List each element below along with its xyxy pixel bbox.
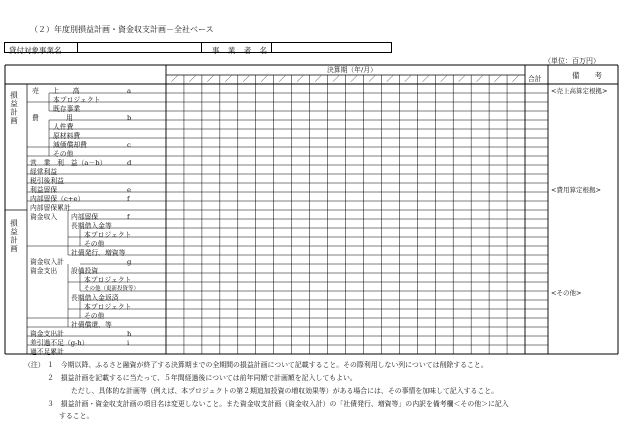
period-slash: ／ — [476, 75, 483, 83]
company-label: 貸付対象事業名 — [9, 46, 62, 55]
row-pretax-profit: 税引後利益 — [30, 177, 64, 185]
period-slash: ／ — [224, 75, 232, 83]
row-sales: 売 上 高 — [32, 87, 80, 95]
row-depreciation-letter: c — [127, 141, 131, 149]
row-cash-in-total: 資金収入計 — [30, 258, 64, 266]
notes-mark: （注） — [24, 361, 45, 369]
row-ci-other: その他 — [84, 240, 105, 248]
period-slash: ／ — [512, 75, 519, 83]
row-internal-reserve-total: 内部留保累計 — [30, 204, 71, 212]
row-cash-in-total-letter: g — [127, 258, 132, 266]
period-slash: ／ — [260, 75, 268, 83]
row-co-loan-repay: 長期借入金返済 — [71, 294, 119, 302]
row-this-project: 本プロジェクト — [53, 96, 101, 104]
remark-sales-basis: <売上高算定根拠> — [551, 87, 608, 95]
row-expenses: 費 用 — [32, 114, 73, 122]
period-slash: ／ — [458, 75, 465, 83]
row-cash-in: 資金収入 — [30, 213, 58, 221]
row-expenses-letter: b — [127, 114, 132, 122]
row-retained-profit-letter: e — [127, 186, 132, 194]
row-co-loan-this-project: 本プロジェクト — [84, 303, 132, 311]
row-sales-letter: a — [127, 87, 132, 95]
note-2b: ただし、具体的な計画等（例えば、本プロジェクトの第２期追加投資の増収効果等）がある場合には、その事情を加味して記入すること。 — [71, 387, 499, 395]
row-internal-reserve: 内部留保（c+e） — [30, 195, 85, 203]
operator-label: 事 業 者 名 — [212, 46, 271, 55]
row-surplus-total: 過不足累計 — [30, 348, 64, 356]
row-ci-bonds: 社債発行、増資等 — [71, 249, 126, 257]
row-ci-this-project: 本プロジェクト — [84, 231, 132, 239]
period-slash: ／ — [422, 75, 430, 83]
note-3: ３ 損益計画・資金収支計画の項目名は変更しないこと。また資金収支計画（資金収入計）の「社債発行、増資等」の内訳を備考欄＜その他＞に記入 — [47, 400, 509, 408]
row-surplus-letter: i — [127, 339, 130, 347]
section-label-cash-flow: 損益計画 — [9, 219, 19, 253]
row-ci-long-loan: 長期借入金等 — [71, 222, 112, 230]
row-materials: 原材料費 — [53, 132, 81, 140]
row-ci-internal: 内部留保 — [71, 213, 99, 221]
period-header: 決算期（年/月） — [327, 66, 377, 74]
row-cash-out: 資金支出 — [30, 267, 58, 275]
period-slash: ／ — [188, 75, 196, 83]
row-cash-out-total-letter: h — [127, 330, 132, 338]
row-other: その他 — [53, 150, 74, 158]
period-slash: ／ — [332, 75, 340, 83]
section-label-profit-loss: 損益計画 — [9, 91, 19, 125]
page-title: （２）年度別損益計画・資金収支計画－全社ベース — [30, 25, 214, 34]
period-slash: ／ — [350, 75, 358, 83]
row-co-this-project: 本プロジェクト — [84, 276, 132, 284]
period-slash: ／ — [296, 75, 304, 83]
row-co-other-renewal: その他（更新投資等） — [84, 286, 140, 292]
row-co-capex: 設備投資 — [71, 267, 99, 275]
row-personnel: 人件費 — [53, 123, 74, 131]
row-co-bond-redeem: 社債償還、等 — [71, 321, 112, 329]
period-slash: ／ — [368, 75, 376, 83]
total-header: 合計 — [528, 75, 542, 83]
period-slash: ／ — [440, 75, 448, 83]
row-depreciation: 減価償却費 — [53, 141, 87, 149]
period-slash: ／ — [494, 75, 501, 83]
row-co-loan-other: その他 — [84, 312, 105, 320]
unit-label: （単位：百万円） — [544, 57, 600, 65]
remarks-header: 備 考 — [572, 71, 602, 80]
row-existing: 既存事業 — [53, 105, 81, 113]
row-ordinary-profit: 経常利益 — [30, 168, 58, 176]
remark-expense-basis: <費用算定根拠> — [551, 186, 601, 194]
note-2: ２ 損益計画を記載するに当たって、５年間経過後については前年同額で計画額を記入してもよい。 — [47, 374, 357, 382]
row-operating-profit: 営 業 利 益（a－b） — [30, 159, 107, 167]
row-retained-profit: 利益留保 — [30, 186, 58, 194]
row-operating-profit-letter: d — [127, 159, 132, 167]
period-slash: ／ — [386, 75, 394, 83]
period-slash: ／ — [242, 75, 250, 83]
row-ci-internal-letter: f — [127, 213, 130, 221]
note-3b: すること。 — [59, 412, 94, 420]
period-slash: ／ — [278, 75, 286, 83]
row-surplus: 差引過不足（g-h） — [30, 339, 89, 347]
note-1: １ 今期以降、ふるさと融資が終了する決算期までの全期間の損益計画について記載すること。その際利用しない列については削除すること。 — [47, 361, 488, 369]
period-slash: ／ — [404, 75, 412, 83]
period-slash: ／ — [171, 75, 178, 83]
period-slash: ／ — [314, 75, 322, 83]
period-slash: ／ — [206, 75, 214, 83]
row-internal-reserve-letter: f — [127, 195, 130, 203]
row-cash-out-total: 資金支出計 — [30, 330, 64, 338]
remark-other: <その他> — [551, 289, 582, 297]
